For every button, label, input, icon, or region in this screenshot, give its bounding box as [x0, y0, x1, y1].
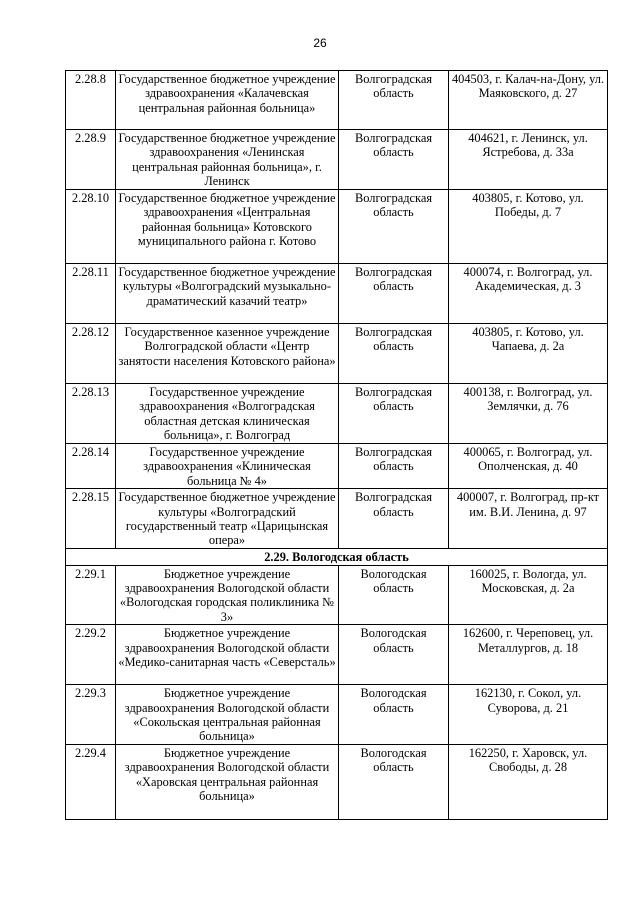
table-row [66, 190, 608, 264]
row-number: 2.28.10 [66, 190, 116, 264]
address: 403805, г. Котово, ул. Чапаева, д. 2а [449, 324, 608, 384]
row-number: 2.29.4 [66, 744, 116, 819]
section-row [66, 549, 608, 565]
address: 400138, г. Волгоград, ул. Землячки, д. 76 [449, 384, 608, 444]
address: 162250, г. Харовск, ул. Свободы, д. 28 [449, 744, 608, 819]
row-number: 2.28.15 [66, 489, 116, 549]
row-number: 2.29.3 [66, 685, 116, 745]
organization-name: Бюджетное учреждение здравоохранения Вологодской области «Харовская центральная районная больница» [116, 744, 339, 819]
address: 162600, г. Череповец, ул. Металлургов, д. 18 [449, 625, 608, 685]
region: Вологодская область [339, 625, 449, 685]
region: Волгоградская область [339, 324, 449, 384]
row-number: 2.28.11 [66, 264, 116, 324]
organization-name: Государственное бюджетное учреждение здравоохранения «Калачевская центральная районная больница» [116, 71, 339, 130]
address: 400007, г. Волгоград, пр-кт им. В.И. Ленина, д. 97 [449, 489, 608, 549]
region: Вологодская область [339, 744, 449, 819]
region: Волгоградская область [339, 384, 449, 444]
table-row [66, 444, 608, 489]
organization-name: Бюджетное учреждение здравоохранения Вологодской области «Вологодская городская поликлиника № 3» [116, 565, 339, 625]
address: 403805, г. Котово, ул. Победы, д. 7 [449, 190, 608, 264]
registry-table [65, 70, 608, 820]
region: Волгоградская область [339, 264, 449, 324]
table-row [66, 744, 608, 819]
organization-name: Государственное учреждение здравоохранения «Волгоградская областная детская клиническая больница», г. Волгоград [116, 384, 339, 444]
address: 162130, г. Сокол, ул. Суворова, д. 21 [449, 685, 608, 745]
region: Волгоградская область [339, 71, 449, 130]
row-number: 2.28.14 [66, 444, 116, 489]
region: Вологодская область [339, 685, 449, 745]
region: Волгоградская область [339, 130, 449, 190]
row-number: 2.29.2 [66, 625, 116, 685]
row-number: 2.28.13 [66, 384, 116, 444]
address: 160025, г. Вологда, ул. Московская, д. 2а [449, 565, 608, 625]
row-number: 2.28.9 [66, 130, 116, 190]
table-row [66, 130, 608, 190]
region: Волгоградская область [339, 190, 449, 264]
table-row [66, 625, 608, 685]
organization-name: Государственное бюджетное учреждение здравоохранения «Ленинская центральная районная больница», г. Ленинск [116, 130, 339, 190]
table-row [66, 264, 608, 324]
address: 404621, г. Ленинск, ул. Ястребова, д. 33а [449, 130, 608, 190]
address: 400065, г. Волгоград, ул. Ополченская, д. 40 [449, 444, 608, 489]
table-row [66, 565, 608, 625]
organization-name: Бюджетное учреждение здравоохранения Вологодской области «Медико-санитарная часть «Северсталь» [116, 625, 339, 685]
page-number: 26 [313, 36, 327, 50]
organization-name: Государственное бюджетное учреждение культуры «Волгоградский музыкально-драматический казачий театр» [116, 264, 339, 324]
organization-name: Государственное бюджетное учреждение культуры «Волгоградский государственный театр «Царицынская опера» [116, 489, 339, 549]
section-title: 2.29. Вологодская область [66, 549, 608, 565]
organization-name: Государственное бюджетное учреждение здравоохранения «Центральная районная больница» Котовского муниципального района г. Котово [116, 190, 339, 264]
address: 400074, г. Волгоград, ул. Академическая, д. 3 [449, 264, 608, 324]
table-row [66, 685, 608, 745]
address: 404503, г. Калач-на-Дону, ул. Маяковского, д. 27 [449, 71, 608, 130]
table-row [66, 384, 608, 444]
table-row [66, 324, 608, 384]
row-number: 2.28.12 [66, 324, 116, 384]
row-number: 2.28.8 [66, 71, 116, 130]
organization-name: Государственное учреждение здравоохранения «Клиническая больница № 4» [116, 444, 339, 489]
region: Вологодская область [339, 565, 449, 625]
region: Волгоградская область [339, 489, 449, 549]
organization-name: Государственное казенное учреждение Волгоградской области «Центр занятости населения Котовского района» [116, 324, 339, 384]
region: Волгоградская область [339, 444, 449, 489]
table-row [66, 489, 608, 549]
row-number: 2.29.1 [66, 565, 116, 625]
table-row [66, 71, 608, 130]
organization-name: Бюджетное учреждение здравоохранения Вологодской области «Сокольская центральная районная больница» [116, 685, 339, 745]
